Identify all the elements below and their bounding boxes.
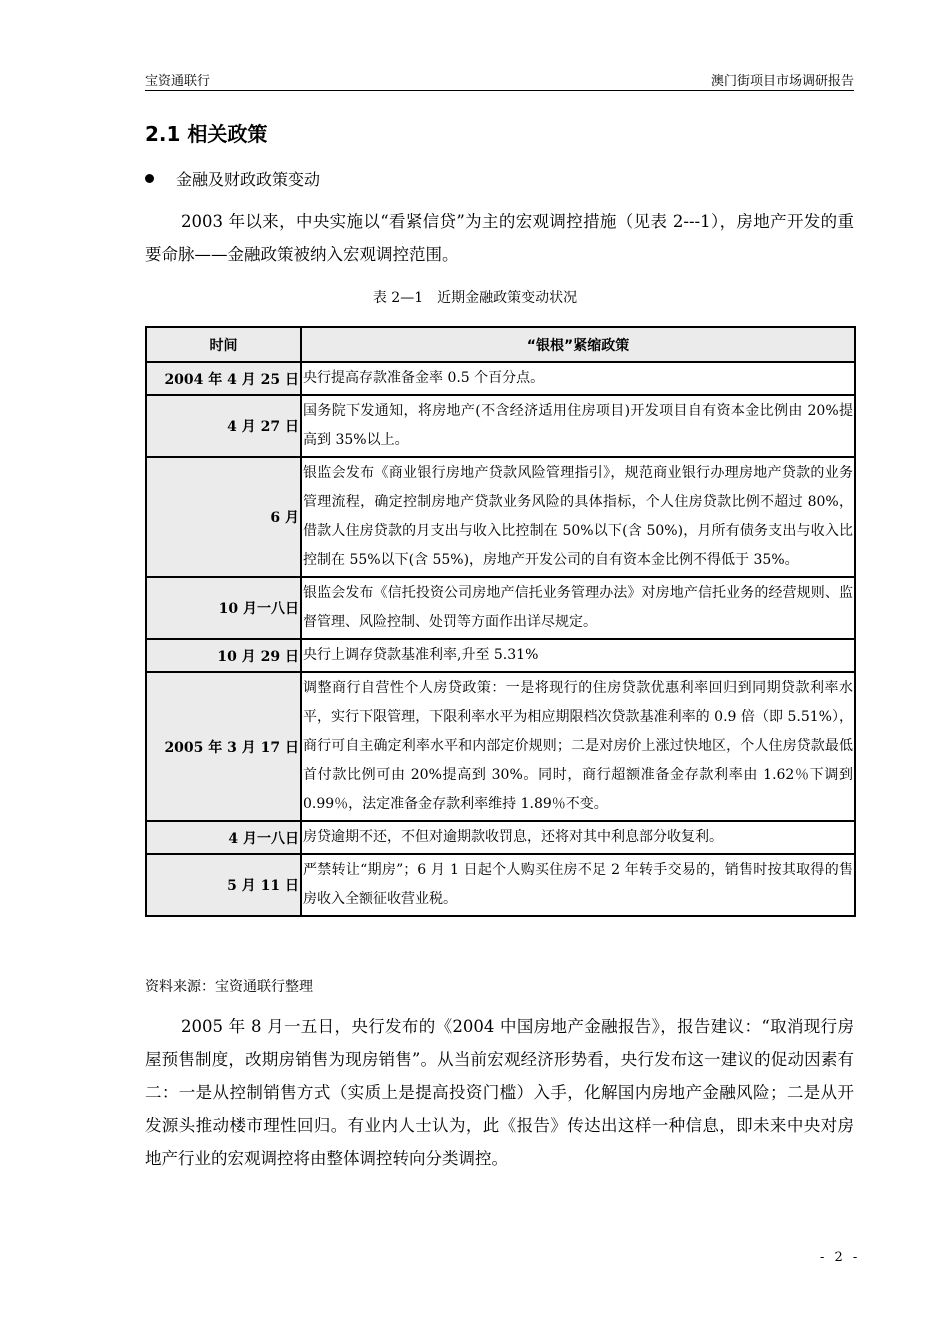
bullet-text: 金融及财政政策变动	[176, 170, 321, 189]
row-text: 严禁转让“期房”；6 月 1 日起个人购买住房不足 2 年转手交易的，销售时按其取得的售房收入全额征收营业税。	[301, 854, 855, 916]
row-date: 2005 年 3 月 17 日	[146, 672, 301, 821]
row-text: 央行提高存款准备金率 0.5 个百分点。	[301, 362, 855, 395]
header-policy: “银根”紧缩政策	[301, 327, 855, 362]
row-date: 4 月 27 日	[146, 395, 301, 457]
bullet-item	[145, 167, 320, 190]
header-report-title: 澳门街项目市场调研报告	[710, 74, 854, 89]
table-row	[146, 821, 855, 854]
table-row	[146, 457, 855, 577]
intro-paragraph: 2003 年以来，中央实施以“看紧信贷”为主的宏观调控措施（见表 2---1），房地产开发的重要命脉——金融政策被纳入宏观调控范围。	[145, 212, 854, 264]
section-title: 2.1 相关政策	[145, 122, 268, 146]
header-company: 宝资通联行	[145, 74, 211, 89]
table-header-row	[146, 327, 855, 362]
table-row	[146, 639, 855, 672]
source-note: 资料来源：宝资通联行整理	[145, 979, 313, 995]
row-text: 房贷逾期不还，不但对逾期款收罚息，还将对其中利息部分收复利。	[301, 821, 855, 854]
row-date: 4 月一八日	[146, 821, 301, 854]
row-date: 2004 年 4 月 25 日	[146, 362, 301, 395]
row-text: 银监会发布《信托投资公司房地产信托业务管理办法》对房地产信托业务的经营规则、监督管理、风险控制、处罚等方面作出详尽规定。	[301, 577, 855, 639]
table-row	[146, 362, 855, 395]
table-row	[146, 854, 855, 916]
bullet-dot-icon	[145, 174, 154, 183]
row-text: 央行上调存贷款基准利率,升至 5.31%	[301, 639, 855, 672]
closing-paragraph: 2005 年 8 月一五日，央行发布的《2004 中国房地产金融报告》，报告建议：“取消现行房屋预售制度，改期房销售为现房销售”。从当前宏观经济形势看，央行发布这一建议的促动因素有二：一是从控制销售方式（实质上是提高投资门槛）入手，化解国内房地产金融风险；二是从开发源头推动楼市理性回归。有业内人士认为，此《报告》传达出这样一种信息，即未来中央对房地产行业的宏观调控将由整体调控转向分类调控。	[145, 1017, 854, 1168]
header-time: 时间	[146, 327, 301, 362]
table-row	[146, 577, 855, 639]
policy-table	[145, 326, 856, 917]
page-header	[145, 70, 854, 91]
row-date: 6 月	[146, 457, 301, 577]
table-row	[146, 672, 855, 821]
table-row	[146, 395, 855, 457]
row-date: 10 月一八日	[146, 577, 301, 639]
table-caption: 表 2—1 近期金融政策变动状况	[372, 290, 578, 306]
row-date: 10 月 29 日	[146, 639, 301, 672]
row-text: 国务院下发通知，将房地产(不含经济适用住房项目)开发项目自有资本金比例由 20%提高到 35%以上。	[301, 395, 855, 457]
row-date: 5 月 11 日	[146, 854, 301, 916]
row-text: 银监会发布《商业银行房地产贷款风险管理指引》，规范商业银行办理房地产贷款的业务管理流程，确定控制房地产贷款业务风险的具体指标，个人住房贷款比例不超过 80%，借款人住房贷款的月支出与收入比控制在 50%以下(含 50%)，月所有债务支出与收入比控制在 55%以下(含 55%)，房地产开发公司的自有资本金比例不得低于 35%。	[301, 457, 855, 577]
row-text: 调整商行自营性个人房贷政策：一是将现行的住房贷款优惠利率回归到同期贷款利率水平，实行下限管理，下限利率水平为相应期限档次贷款基准利率的 0.9 倍（即 5.51%），商行可自主确定利率水平和内部定价规则；二是对房价上涨过快地区，个人住房贷款最低首付款比例可由 20%提高到 30%。同时，商行超额准备金存款利率由 1.62％下调到 0.99％，法定准备金存款利率维持 1.89％不变。	[301, 672, 855, 821]
page-number: - 2 -	[820, 1250, 861, 1265]
